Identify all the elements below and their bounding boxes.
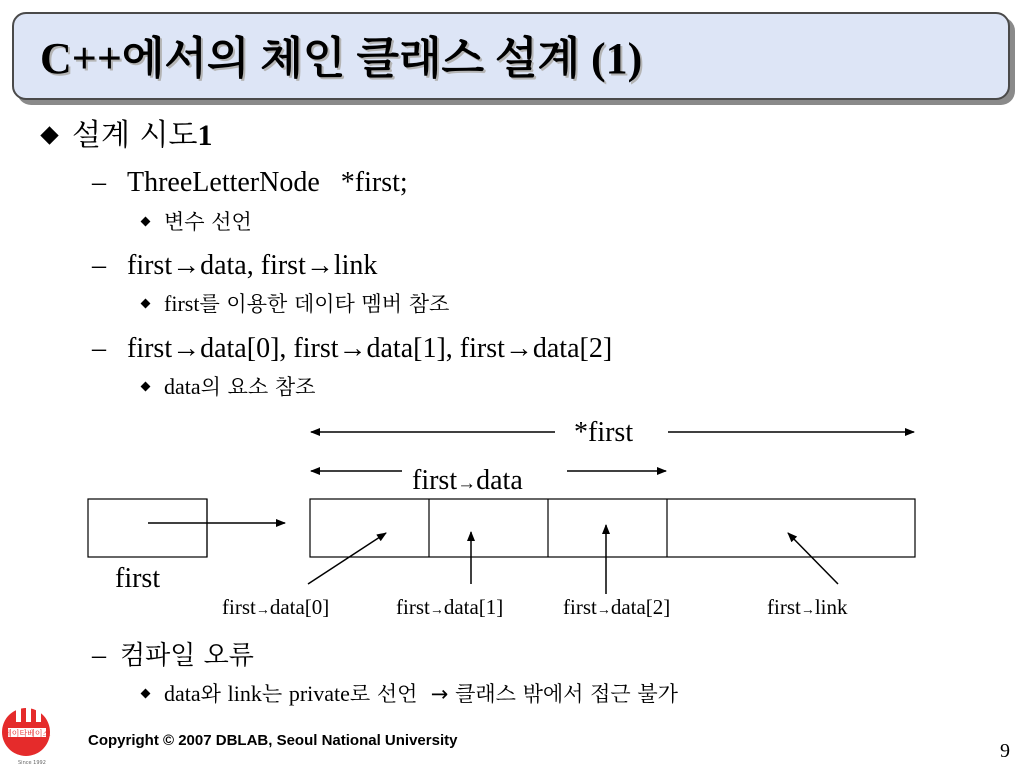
item4-sub-neun: 는 [261, 682, 289, 706]
item-member-access: first→data, first→link [127, 250, 378, 281]
first-data-label-b: data [476, 465, 523, 496]
cell-label-data2-arrow: → [596, 603, 611, 618]
cell-label-data0-arrow: → [255, 603, 270, 618]
cell-label-data2-a: first [563, 595, 597, 619]
item-element-access-sub [164, 373, 315, 401]
sub-bullet-icon [141, 217, 151, 227]
sub-bullet-icon [141, 382, 151, 392]
item-element-access-sub-en: data [164, 374, 201, 399]
logo-bar-1 [16, 708, 21, 722]
star-first-label: *first [574, 417, 634, 448]
bullet-design-attempt-kr: 설계 시도 [72, 118, 198, 153]
cell-label-link-b: link [814, 595, 848, 619]
item-member-access-sub-en: first [164, 291, 200, 316]
first-data-label [412, 465, 523, 500]
item-member-access-sub [164, 290, 449, 318]
sub-bullet-icon [141, 299, 151, 309]
first-data-label-arrow: → [457, 473, 477, 494]
bullet-design-attempt-num: 1 [197, 119, 213, 152]
first-pointer-label: first [115, 563, 161, 594]
logo-bar-2 [26, 704, 31, 722]
cell-label-data1 [396, 595, 503, 623]
cell-label-data2 [563, 595, 670, 623]
sub-bullet-icon [141, 689, 151, 699]
item-compile-error-sub [164, 680, 678, 708]
dash-marker: – [92, 640, 106, 671]
slide-title: C++에서의 체인 클래스 설계 (1) [40, 34, 643, 83]
item-compile-error [120, 639, 254, 673]
cell-label-data0-a: first [222, 595, 256, 619]
cell-label-data2-b: data[2] [610, 595, 671, 619]
dash-marker: – [92, 333, 106, 364]
item-declaration: ThreeLetterNode *first; [127, 167, 408, 198]
pointer-box [88, 499, 207, 557]
cell-label-data0-b: data[0] [269, 595, 330, 619]
cell-label-data0 [222, 595, 329, 623]
item4-sub-data: data [164, 681, 201, 706]
cell-label-link [767, 595, 848, 623]
item-member-access-sub-kr: 를 이용한 데이타 멤버 참조 [199, 292, 450, 316]
dblab-logo [0, 700, 78, 768]
title-banner [12, 12, 1010, 100]
item4-sub-rest: 로 선언 → 클래스 밖에서 접근 불가 [349, 682, 678, 706]
item-element-access-sub-kr: 의 요소 참조 [200, 375, 316, 399]
page-number: 9 [1000, 740, 1010, 762]
first-data-label-a: first [412, 465, 458, 496]
node-box [310, 499, 915, 557]
cell-label-data1-arrow: → [429, 603, 444, 618]
cell-label-link-a: first [767, 595, 801, 619]
bullet-diamond-icon [40, 126, 58, 144]
item4-sub-wa: 와 [200, 682, 228, 706]
cell-label-data1-a: first [396, 595, 430, 619]
item4-sub-link: link [227, 681, 262, 706]
data0-arrow [308, 533, 386, 584]
bullet-design-attempt [72, 118, 212, 154]
dash-marker: – [92, 250, 106, 281]
link-arrow [788, 533, 838, 584]
item-declaration-sub [164, 208, 252, 236]
item-compile-error-text: 컴파일 오류 [120, 641, 254, 671]
cell-label-data1-b: data[1] [443, 595, 504, 619]
cell-label-link-arrow: → [800, 603, 815, 618]
dash-marker: – [92, 167, 106, 198]
logo-since: Since 1992 [18, 760, 46, 766]
item-element-access: first→data[0], first→data[1], first→data[2] [127, 333, 613, 364]
logo-bar-3 [36, 710, 41, 722]
item-declaration-sub-text: 변수 선언 [164, 210, 252, 234]
logo-text: 데이타베이스 [4, 729, 51, 738]
item4-sub-private: private [288, 681, 350, 706]
copyright-footer: Copyright © 2007 DBLAB, Seoul National University [88, 732, 458, 749]
